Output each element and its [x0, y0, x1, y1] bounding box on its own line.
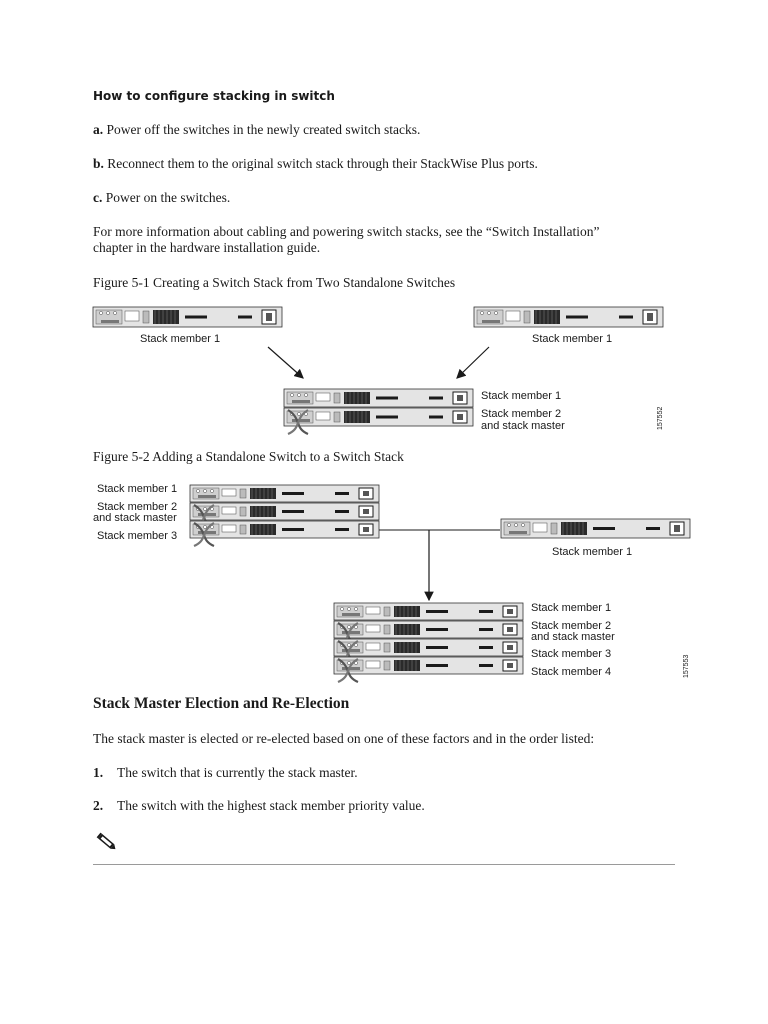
label-right-member-1: Stack member 1	[552, 546, 633, 558]
switch-left-member-1	[190, 485, 379, 502]
label-stack-member-1: Stack member 1	[481, 390, 562, 402]
label-left-stack-master: and stack master	[93, 512, 177, 524]
pencil-note-icon	[95, 830, 119, 854]
figure-1-caption: Figure 5-1 Creating a Switch Stack from Two Standalone Switches	[93, 275, 456, 290]
page-title: How to configure stacking in switch	[93, 89, 335, 103]
section-intro: The stack master is elected or re-elected based on one of these factors and in the order listed:	[93, 731, 595, 746]
label-right-member: Stack member 1	[532, 333, 613, 345]
info-paragraph-line-1: For more information about cabling and powering switch stacks, see the “Switch Installation”	[93, 224, 600, 239]
label-result-stack-master: and stack master	[531, 631, 615, 643]
figure-2-caption: Figure 5-2 Adding a Standalone Switch to a Switch Stack	[93, 449, 404, 464]
item-marker: 2.	[93, 798, 104, 813]
switch-result-member-1	[334, 603, 523, 620]
label-stack-member-2: Stack member 2	[481, 408, 562, 420]
figure-id: 157553	[683, 654, 690, 678]
item-marker: 1.	[93, 765, 104, 780]
label-result-member-1: Stack member 1	[531, 602, 612, 614]
switch-left-member-3	[190, 521, 379, 546]
label-left-member-2: Stack member 2	[97, 501, 178, 513]
label-left-member: Stack member 1	[140, 333, 221, 345]
step-text: Reconnect them to the original switch stack through their StackWise Plus ports.	[107, 156, 538, 171]
label-result-member-3: Stack member 3	[531, 648, 612, 660]
label-result-member-2: Stack member 2	[531, 620, 612, 632]
label-left-member-3: Stack member 3	[97, 530, 178, 542]
step-marker: c.	[93, 190, 103, 205]
item-text: The switch with the highest stack member priority value.	[117, 798, 425, 813]
figure-id: 157552	[657, 406, 664, 430]
step-marker: a.	[93, 122, 104, 137]
numbered-item-1	[93, 765, 358, 781]
step-text: Power off the switches in the newly created switch stacks.	[106, 122, 421, 137]
switch-right-member-1	[501, 519, 690, 538]
label-result-member-4: Stack member 4	[531, 666, 612, 678]
step-marker: b.	[93, 156, 104, 171]
info-paragraph-line-2: chapter in the hardware installation guide.	[93, 240, 321, 255]
section-heading: Stack Master Election and Re-Election	[93, 695, 350, 712]
divider-rule	[93, 864, 675, 865]
item-text: The switch that is currently the stack master.	[117, 765, 358, 780]
label-stack-master: and stack master	[481, 420, 565, 432]
step-text: Power on the switches.	[105, 190, 231, 205]
numbered-item-2	[93, 798, 425, 814]
switch-result-member-4	[334, 657, 523, 682]
label-left-member-1: Stack member 1	[97, 483, 178, 495]
